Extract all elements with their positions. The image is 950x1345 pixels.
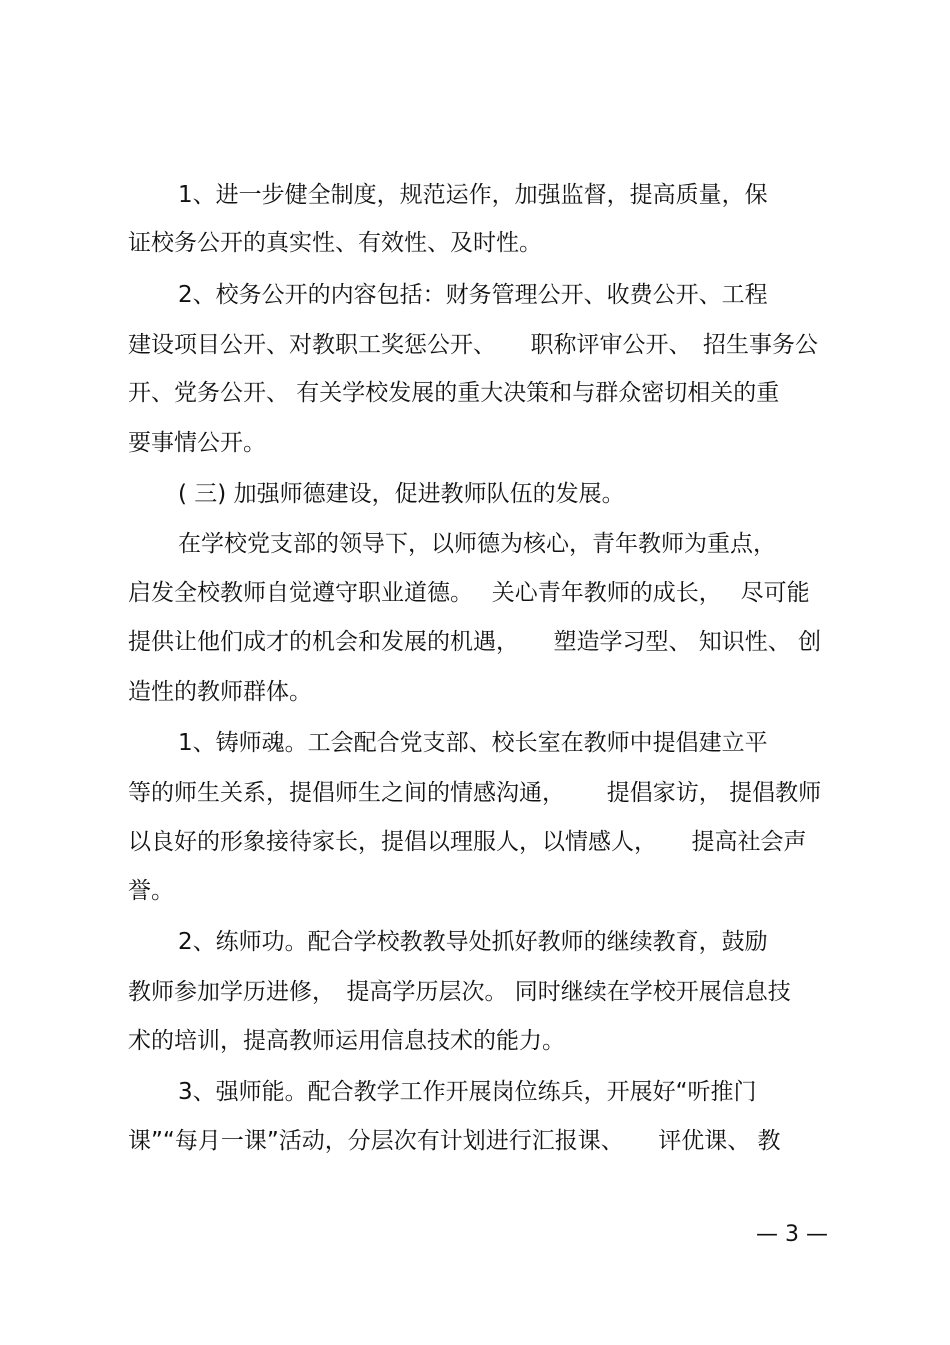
text-line: 2、练师功。配合学校教教导处抓好教师的继续教育，鼓励: [178, 929, 768, 955]
page-number: — 3 —: [756, 1222, 828, 1247]
text-line: 1、进一步健全制度，规范运作，加强监督，提高质量，保: [178, 182, 768, 208]
text-line: 等的师生关系，提倡师生之间的情感沟通， 提倡家访， 提倡教师: [128, 780, 822, 806]
text-line: 3、强师能。配合教学工作开展岗位练兵，开展好“听推门: [178, 1079, 757, 1105]
text-line: 证校务公开的真实性、有效性、及时性。: [128, 230, 542, 256]
text-line: 建设项目公开、对教职工奖惩公开、 职称评审公开、 招生事务公: [128, 332, 818, 358]
text-line: 术的培训，提高教师运用信息技术的能力。: [128, 1028, 565, 1054]
text-line: 课”“每月一课”活动，分层次有计划进行汇报课、 评优课、 教: [128, 1128, 781, 1154]
text-line: 要事情公开。: [128, 430, 266, 456]
text-line: 以良好的形象接待家长，提倡以理服人，以情感人， 提高社会声: [128, 829, 807, 855]
text-line: 造性的教师群体。: [128, 679, 312, 705]
text-line: 在学校党支部的领导下，以师德为核心，青年教师为重点，: [178, 531, 776, 557]
text-line: 教师参加学历进修， 提高学历层次。 同时继续在学校开展信息技: [128, 979, 791, 1005]
text-line: 启发全校教师自觉遵守职业道德。 关心青年教师的成长， 尽可能: [128, 580, 810, 606]
text-line: 誉。: [128, 878, 174, 904]
text-line: 提供让他们成才的机会和发展的机遇， 塑造学习型、 知识性、 创: [128, 629, 822, 655]
text-line: 开、党务公开、 有关学校发展的重大决策和与群众密切相关的重: [128, 380, 780, 406]
text-line: 2、校务公开的内容包括：财务管理公开、收费公开、工程: [178, 282, 768, 308]
section-heading: ( 三) 加强师德建设，促进教师队伍的发展。: [178, 481, 625, 507]
text-line: 1、铸师魂。工会配合党支部、校长室在教师中提倡建立平: [178, 730, 768, 756]
